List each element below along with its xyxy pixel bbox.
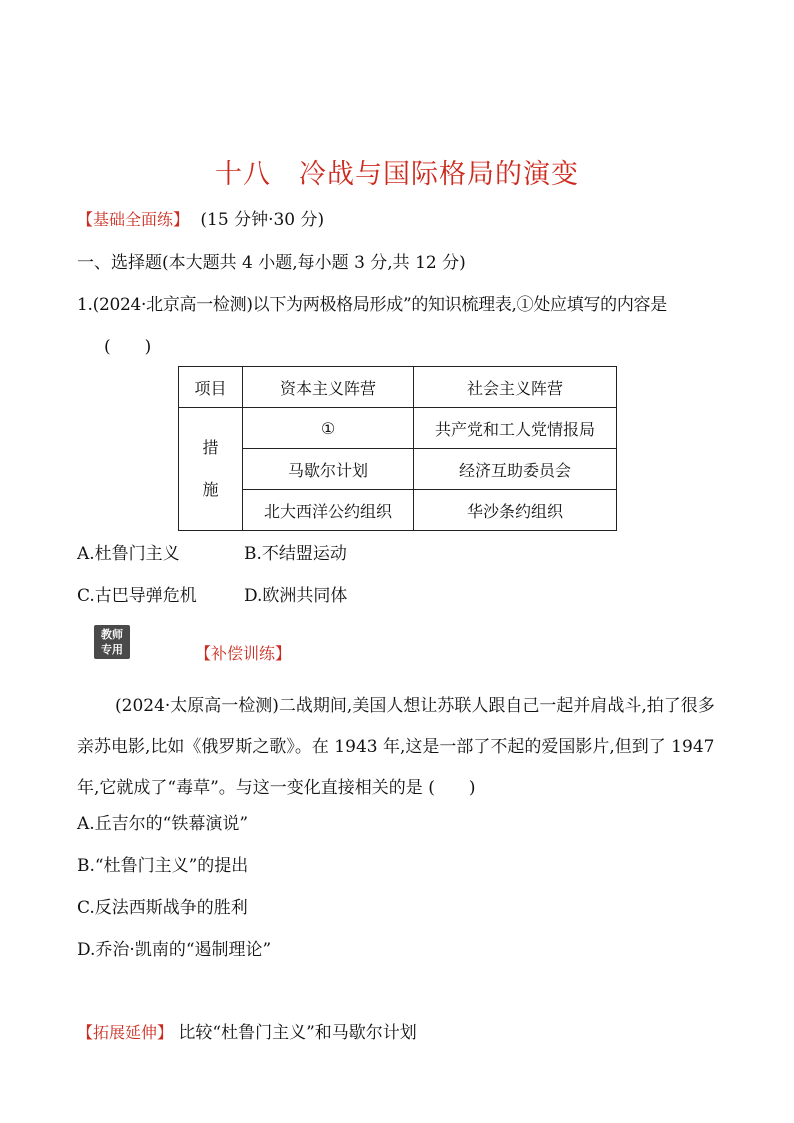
measures-label-cell [179,408,243,531]
supplement-tag: 【补偿训练】 [195,644,292,663]
option-d: D.欧洲共同体 [244,586,348,606]
extension-line [77,1022,417,1044]
table-row [179,449,617,490]
table-cell: 共产党和工人党情报局 [414,408,617,449]
extension-tag: 【拓展延伸】 [77,1023,174,1042]
supplement-option-b: B.“杜鲁门主义”的提出 [77,856,249,876]
table-header-cell: 社会主义阵营 [414,367,617,408]
option-a: A.杜鲁门主义 [77,544,180,564]
table-row [179,490,617,531]
table-header-cell: 项目 [179,367,243,408]
section-time: (15 分钟·30 分) [200,210,325,230]
table-cell: 北大西洋公约组织 [243,490,414,531]
supplement-option-a: A.丘吉尔的“铁幕演说” [77,814,249,834]
part-heading: 一、选择题(本大题共 4 小题,每小题 3 分,共 12 分) [77,253,466,273]
supplement-paragraph: (2024·太原高一检测)二战期间,美国人想让苏联人跟自己一起并肩战斗,拍了很多亲苏电影,比如《俄罗斯之歌》。在 1943 年,这是一部了不起的爱国影片,但到了 1947 年,它就成了“毒草”。与这一变化直接相关的是 ( ) [77,696,715,798]
badge-line: 专用 [101,643,123,656]
table-cell: ① [243,408,414,449]
measures-label-char: 措 [202,438,219,457]
option-b: B.不结盟运动 [244,544,347,564]
knowledge-table [178,366,617,531]
section-basic-header [77,209,324,231]
table-header-cell: 资本主义阵营 [243,367,414,408]
table-cell: 经济互助委员会 [414,449,617,490]
teacher-only-badge [94,625,130,659]
extension-text: 比较“杜鲁门主义”和马歇尔计划 [178,1023,417,1043]
question-1-paren: ( ) [104,337,152,357]
table-header-row [179,367,617,408]
table-cell: 华沙条约组织 [414,490,617,531]
measures-label-char: 施 [202,480,219,499]
badge-line: 教师 [101,628,123,641]
supplement-option-c: C.反法西斯战争的胜利 [77,898,248,918]
table-row [179,408,617,449]
supplement-option-d: D.乔治·凯南的“遏制理论” [77,940,272,960]
page-title: 十八 冷战与国际格局的演变 [215,159,579,190]
table-cell: 马歇尔计划 [243,449,414,490]
section-tag: 【基础全面练】 [77,210,190,229]
question-1-stem: 1.(2024·北京高一检测)以下为两极格局形成”的知识梳理表,①处应填写的内容是 [77,295,667,315]
option-c: C.古巴导弹危机 [77,586,197,606]
